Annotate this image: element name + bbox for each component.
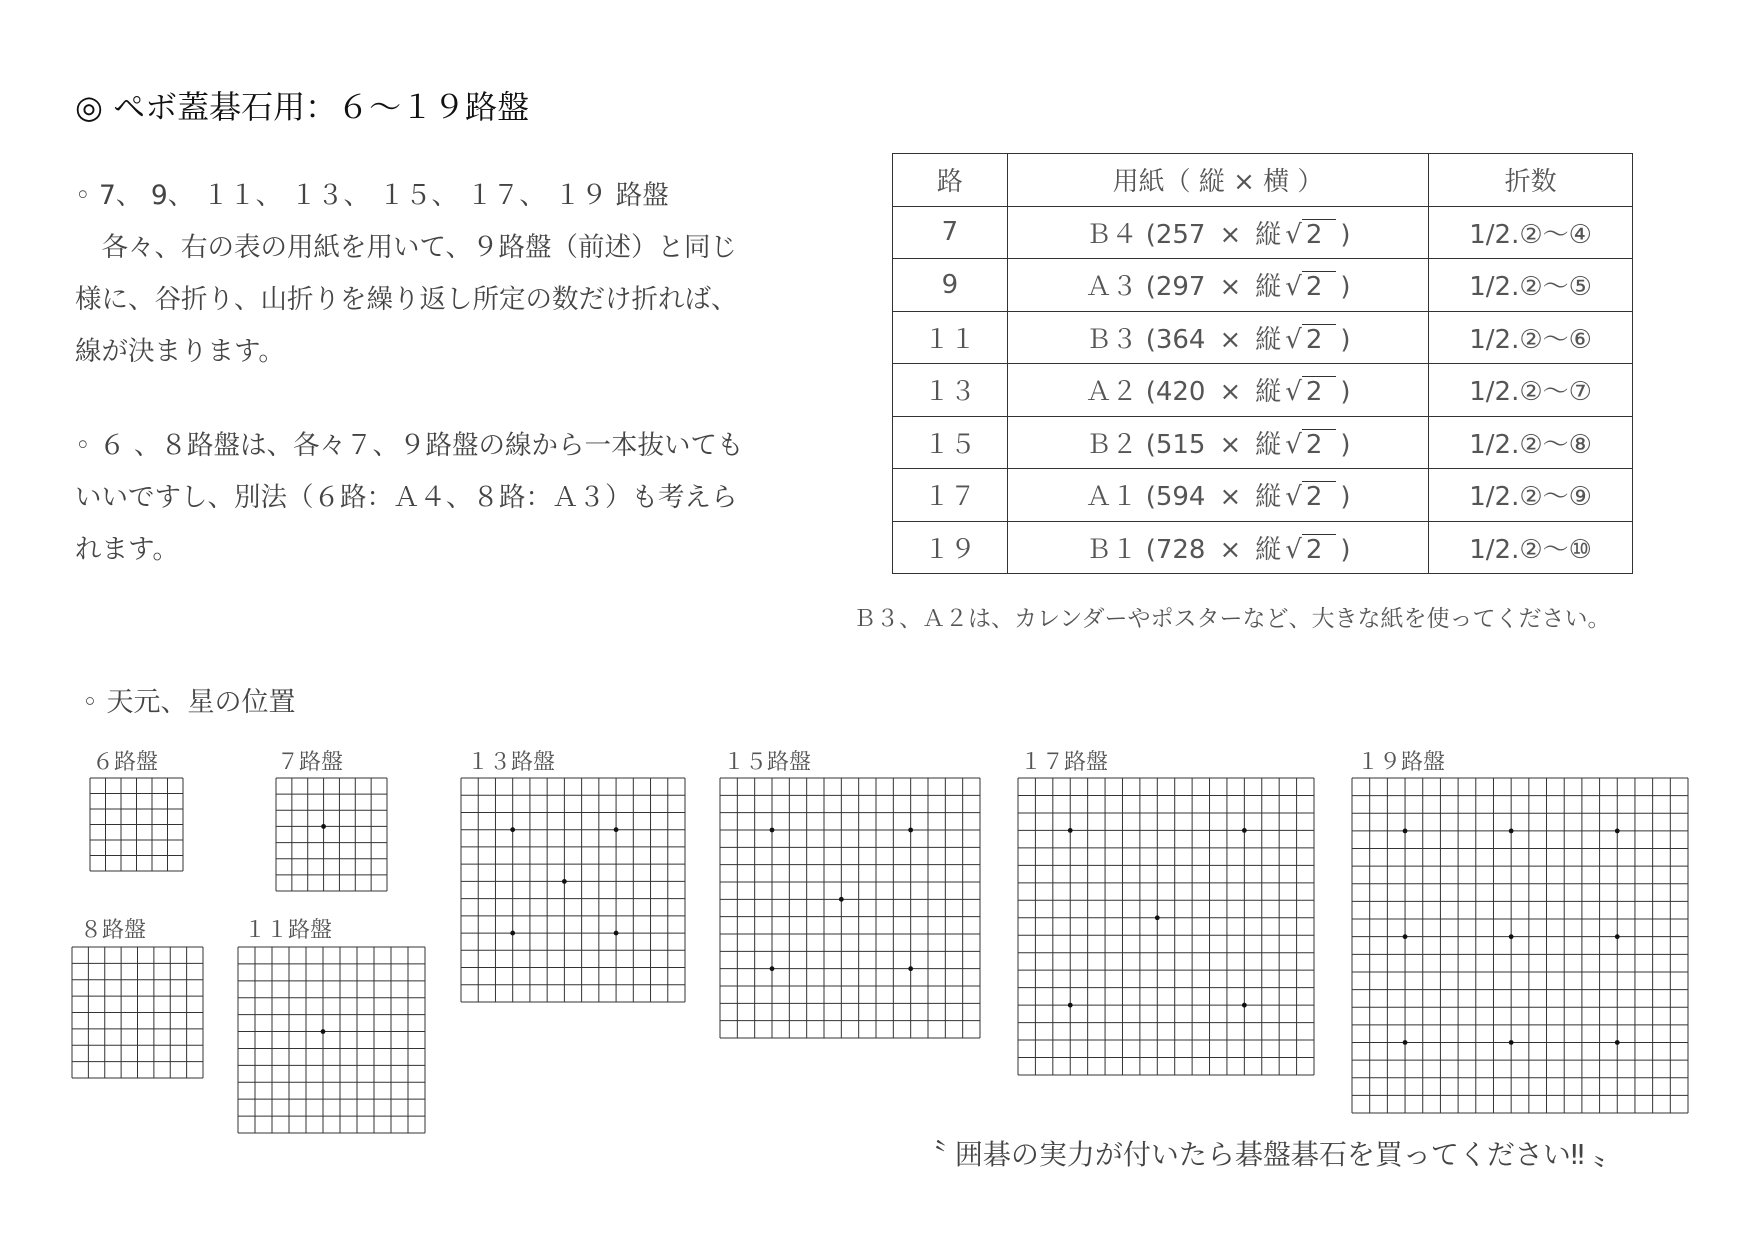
cell-fold: 1/2.②～⑧ bbox=[1429, 416, 1633, 469]
star-point bbox=[908, 966, 913, 971]
intro-line: 各々、右の表の用紙を用いて、９路盤（前述）と同じ bbox=[75, 232, 737, 263]
times-sign: × bbox=[1219, 324, 1242, 355]
cell-fold: 1/2.②～④ bbox=[1429, 206, 1633, 259]
cell-ro: 7 bbox=[893, 206, 1008, 259]
star-point bbox=[562, 879, 567, 884]
star-point bbox=[839, 897, 844, 902]
radicand: 2 bbox=[1302, 271, 1337, 302]
cell-ro: １５ bbox=[893, 416, 1008, 469]
go-board-grid bbox=[72, 947, 203, 1078]
cell-paper bbox=[1007, 311, 1428, 364]
cell-fold: 1/2.②～⑦ bbox=[1429, 364, 1633, 417]
star-point bbox=[1403, 934, 1408, 939]
paper-size: Ｂ３ (364 bbox=[1085, 324, 1206, 355]
paper-size: Ａ２ (420 bbox=[1085, 377, 1206, 408]
paper-size: Ａ３ (297 bbox=[1085, 272, 1206, 303]
go-board-grid bbox=[1018, 778, 1314, 1075]
cell-fold: 1/2.②～⑨ bbox=[1429, 469, 1633, 522]
tate-label: 縦 bbox=[1255, 429, 1282, 460]
close-paren: ) bbox=[1340, 324, 1351, 355]
star-point bbox=[1068, 828, 1073, 833]
star-point bbox=[1155, 915, 1160, 920]
board-label: １５路盤 bbox=[723, 750, 812, 775]
cell-paper bbox=[1007, 469, 1428, 522]
cell-fold: 1/2.②～⑥ bbox=[1429, 311, 1633, 364]
cell-ro: １９ bbox=[893, 521, 1008, 574]
radical-sign: √ bbox=[1285, 377, 1302, 408]
header-ro: 路 bbox=[893, 154, 1008, 207]
radical-sign: √ bbox=[1285, 219, 1302, 250]
table-row bbox=[893, 206, 1633, 259]
go-board-grid bbox=[720, 778, 980, 1038]
alt-paragraph bbox=[75, 420, 743, 576]
star-point bbox=[1509, 1040, 1514, 1045]
radical-sign: √ bbox=[1285, 429, 1302, 460]
times-sign: × bbox=[1219, 534, 1242, 565]
star-point bbox=[1403, 1040, 1408, 1045]
board-label: １１路盤 bbox=[244, 918, 333, 943]
board-label: １９路盤 bbox=[1357, 750, 1446, 775]
tate-label: 縦 bbox=[1255, 377, 1282, 408]
times-sign: × bbox=[1219, 219, 1242, 250]
tate-label: 縦 bbox=[1255, 482, 1282, 513]
paper-size-table bbox=[892, 153, 1633, 574]
radical-sign: √ bbox=[1285, 534, 1302, 565]
table-row bbox=[893, 416, 1633, 469]
radicand: 2 bbox=[1302, 376, 1337, 407]
star-point bbox=[1615, 1040, 1620, 1045]
table-note: Ｂ３、Ａ２は、カレンダーやポスターなど、大きな紙を使ってください。 bbox=[853, 606, 1611, 632]
close-paren: ) bbox=[1340, 429, 1351, 460]
times-sign: × bbox=[1219, 429, 1242, 460]
intro-line: 様に、谷折り、山折りを繰り返し所定の数だけ折れば、 bbox=[75, 284, 738, 315]
close-paren: ) bbox=[1340, 482, 1351, 513]
board-label: １７路盤 bbox=[1020, 750, 1109, 775]
radical-sign: √ bbox=[1285, 482, 1302, 513]
close-paren: ) bbox=[1340, 377, 1351, 408]
star-point bbox=[1615, 934, 1620, 939]
radicand: 2 bbox=[1302, 324, 1337, 355]
radicand: 2 bbox=[1302, 429, 1337, 460]
close-paren: ) bbox=[1340, 534, 1351, 565]
star-point bbox=[1509, 934, 1514, 939]
star-point bbox=[1403, 828, 1408, 833]
cell-paper bbox=[1007, 206, 1428, 259]
footer-message: 〝 囲碁の実力が付いたら碁盤碁石を買ってください‼ 〟 bbox=[918, 1138, 1622, 1171]
radical-sign: √ bbox=[1285, 272, 1302, 303]
board-label: ７路盤 bbox=[277, 750, 344, 775]
times-sign: × bbox=[1219, 377, 1242, 408]
intro-heading: ◦ 7、 9、 １１、 １３、 １５、 １７、 １９ 路盤 bbox=[75, 180, 669, 211]
radical-sign: √ bbox=[1285, 324, 1302, 355]
cell-ro: １７ bbox=[893, 469, 1008, 522]
close-paren: ) bbox=[1340, 272, 1351, 303]
sqrt-two bbox=[1285, 534, 1336, 565]
close-paren: ) bbox=[1340, 219, 1351, 250]
tate-label: 縦 bbox=[1255, 534, 1282, 565]
section-heading: ◦ 天元、星の位置 bbox=[82, 687, 296, 718]
page-title: ◎ ペボ蓋碁石用：６～１９路盤 bbox=[75, 88, 530, 126]
intro-paragraph bbox=[75, 170, 738, 378]
table-row bbox=[893, 521, 1633, 574]
alt-line: れます。 bbox=[75, 534, 179, 565]
paper-size: Ｂ４ (257 bbox=[1085, 219, 1206, 250]
board-label: ８路盤 bbox=[80, 918, 147, 943]
sqrt-two bbox=[1285, 219, 1336, 250]
times-sign: × bbox=[1219, 482, 1242, 513]
star-point bbox=[614, 827, 619, 832]
paper-size: Ｂ１ (728 bbox=[1085, 534, 1206, 565]
table-row bbox=[893, 364, 1633, 417]
cell-paper bbox=[1007, 416, 1428, 469]
star-point bbox=[1615, 828, 1620, 833]
go-board-grid bbox=[1352, 778, 1688, 1113]
radicand: 2 bbox=[1302, 534, 1337, 565]
star-point bbox=[321, 1029, 326, 1034]
star-point bbox=[908, 828, 913, 833]
intro-line: 線が決まります。 bbox=[75, 336, 285, 367]
board-label: １３路盤 bbox=[467, 750, 556, 775]
tate-label: 縦 bbox=[1255, 324, 1282, 355]
star-point bbox=[1509, 828, 1514, 833]
times-sign: × bbox=[1219, 272, 1242, 303]
board-label: ６路盤 bbox=[92, 750, 159, 775]
star-point bbox=[510, 931, 515, 936]
star-point bbox=[770, 966, 775, 971]
cell-ro: １１ bbox=[893, 311, 1008, 364]
alt-line: ◦ ６ 、８路盤は、各々７、９路盤の線から一本抜いても bbox=[75, 430, 744, 461]
paper-size: Ａ１ (594 bbox=[1085, 482, 1206, 513]
alt-line: いいですし、別法（６路：Ａ４、８路：Ａ３）も考えら bbox=[75, 482, 738, 513]
header-paper: 用紙（ 縦 × 横 ） bbox=[1007, 154, 1428, 207]
star-point bbox=[321, 824, 326, 829]
header-fold: 折数 bbox=[1429, 154, 1633, 207]
sqrt-two bbox=[1285, 429, 1336, 460]
cell-ro: １３ bbox=[893, 364, 1008, 417]
tate-label: 縦 bbox=[1255, 219, 1282, 250]
tate-label: 縦 bbox=[1255, 272, 1282, 303]
paper-size: Ｂ２ (515 bbox=[1085, 429, 1206, 460]
table-row bbox=[893, 469, 1633, 522]
go-board-grid bbox=[461, 778, 685, 1002]
star-point bbox=[1242, 1003, 1247, 1008]
star-point bbox=[510, 827, 515, 832]
radicand: 2 bbox=[1302, 219, 1337, 250]
sqrt-two bbox=[1285, 481, 1336, 512]
table-row bbox=[893, 259, 1633, 312]
cell-paper bbox=[1007, 259, 1428, 312]
sqrt-two bbox=[1285, 376, 1336, 407]
star-point bbox=[770, 828, 775, 833]
star-point bbox=[1242, 828, 1247, 833]
go-board-grid bbox=[238, 947, 425, 1133]
star-point bbox=[1068, 1003, 1073, 1008]
sqrt-two bbox=[1285, 271, 1336, 302]
sqrt-two bbox=[1285, 324, 1336, 355]
table-row bbox=[893, 311, 1633, 364]
cell-paper bbox=[1007, 521, 1428, 574]
star-point bbox=[614, 931, 619, 936]
radicand: 2 bbox=[1302, 481, 1337, 512]
go-board-grid bbox=[90, 778, 183, 871]
cell-ro: 9 bbox=[893, 259, 1008, 312]
go-board-grid bbox=[276, 778, 387, 891]
cell-fold: 1/2.②～⑤ bbox=[1429, 259, 1633, 312]
cell-paper bbox=[1007, 364, 1428, 417]
table-header-row bbox=[893, 154, 1633, 207]
cell-fold: 1/2.②～⑩ bbox=[1429, 521, 1633, 574]
